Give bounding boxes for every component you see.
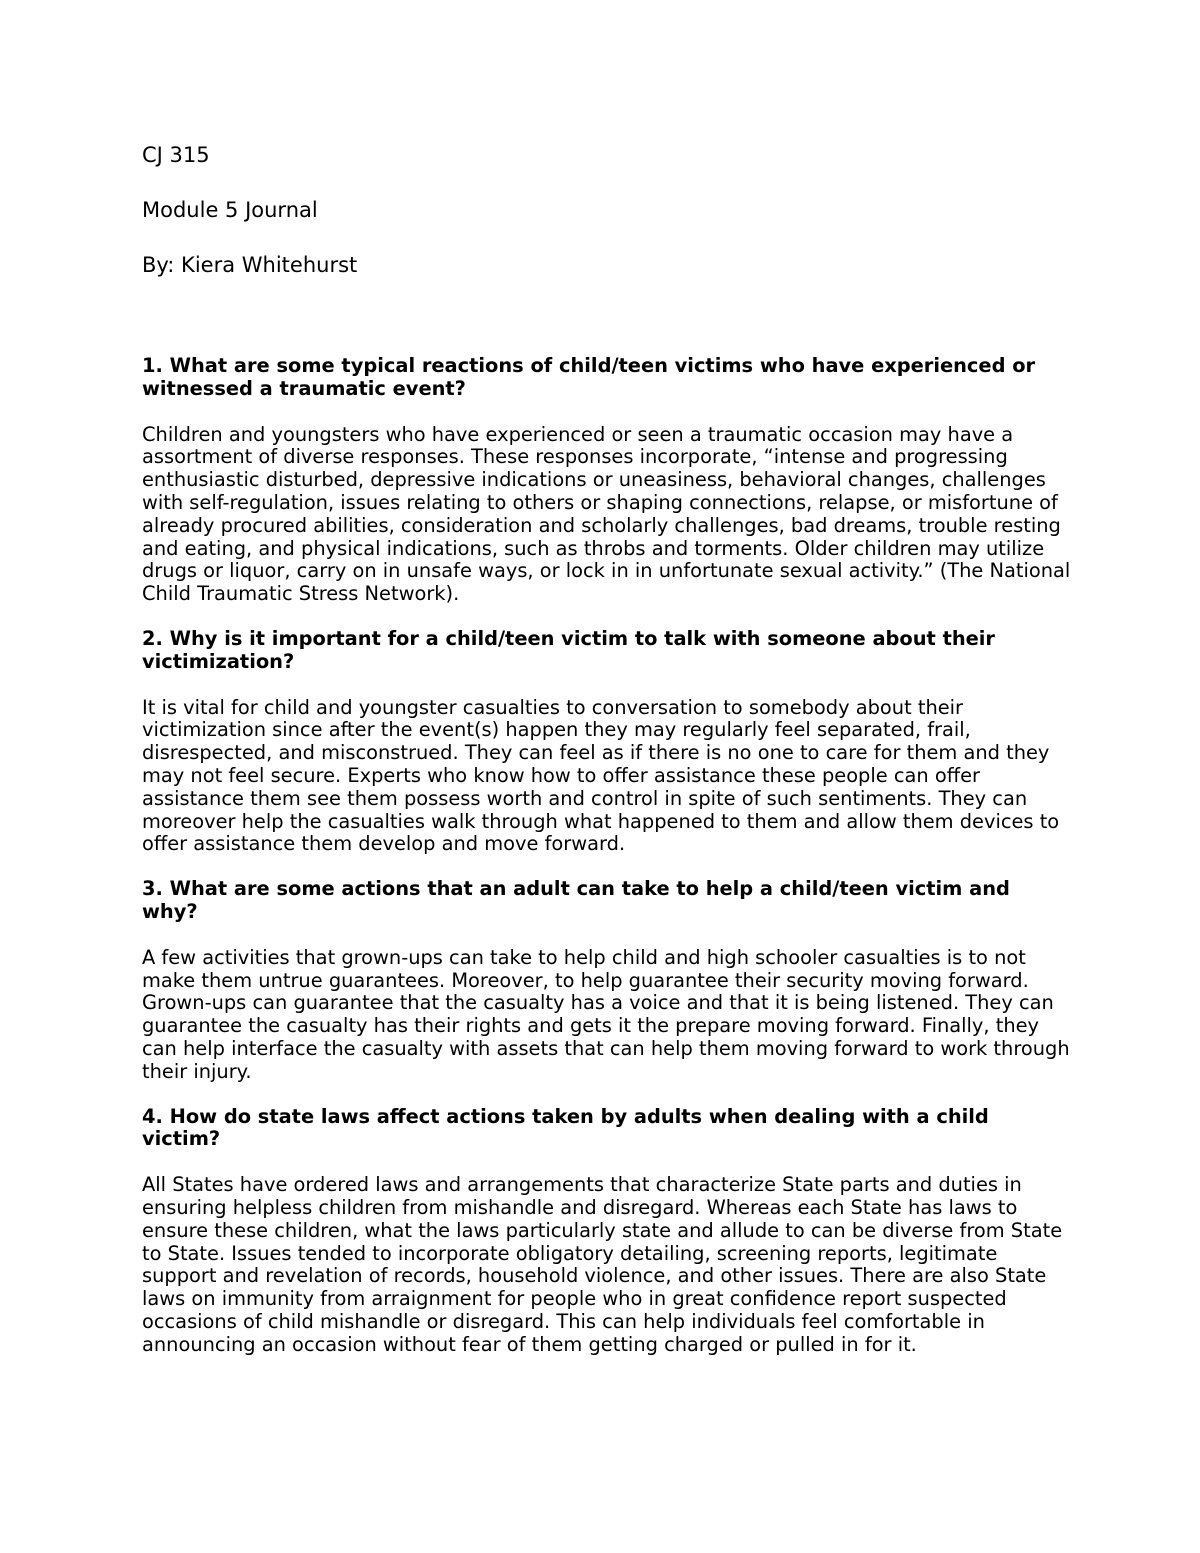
document-title: Module 5 Journal bbox=[142, 198, 318, 222]
question-4: 4. How do state laws affect actions taken by adults when dealing with a child victim? bbox=[142, 1104, 989, 1151]
question-1: 1. What are some typical reactions of child/teen victims who have experienced or witnessed a traumatic event? bbox=[142, 354, 1036, 400]
course-code: CJ 315 bbox=[142, 143, 210, 167]
author-line: By: Kiera Whitehurst bbox=[142, 253, 358, 277]
answer-1: Children and youngsters who have experienced or seen a traumatic occasion may have a assortment of diverse responses. These responses incorporate, “intense and progressing enthusiastic disturbed, depressive indications or uneasiness, behavioral changes, challenges with self-regulation, issues relating to others or shaping connections, relapse, or misfortune of already procured abilities, consideration and scholarly challenges, bad dreams, trouble resting and eating, and physical indications, such as throbs and torments. Older children may utilize drugs or liquor, carry on in unsafe ways, or lock in in unfortunate sexual activity.” (The National Child Traumatic Stress Network). bbox=[142, 422, 1071, 606]
document-body bbox=[142, 140, 1072, 1378]
answer-3: A few activities that grown-ups can take to help child and high schooler casualties is to not make them untrue guarantees. Moreover, to help guarantee their security moving forward. Grown-ups can guarantee that the casualty has a voice and that it is being listened. They can guarantee the casualty has their rights and gets it the prepare moving forward. Finally, they can help interface the casualty with assets that can help them moving forward to work through their injury. bbox=[142, 945, 1070, 1083]
question-3: 3. What are some actions that an adult can take to help a child/teen victim and why? bbox=[142, 877, 1010, 923]
question-2: 2. Why is it important for a child/teen victim to talk with someone about their victimization? bbox=[142, 626, 995, 673]
answer-2: It is vital for child and youngster casualties to conversation to somebody about their victimization since after the event(s) happen they may regularly feel separated, frail, disrespected, and misconstrued. They can feel as if there is no one to care for them and they may not feel secure. Experts who know how to offer assistance these people can offer assistance them see them possess worth and control in spite of such sentiments. They can moreover help the casualties walk through what happened to them and allow them devices to offer assistance them develop and move forward. bbox=[142, 695, 1060, 856]
answer-4: All States have ordered laws and arrangements that characterize State parts and duties in ensuring helpless children from mishandle and disregard. Whereas each State has laws to ensure these children, what the laws particularly state and allude to can be diverse from State to State. Issues tended to incorporate obligatory detailing, screening reports, legitimate support and revelation of records, household violence, and other issues. There are also State laws on immunity from arraignment for people who in great confidence report suspected occasions of child mishandle or disregard. This can help individuals feel comfortable in announcing an occasion without fear of them getting charged or pulled in for it. bbox=[142, 1173, 1063, 1356]
